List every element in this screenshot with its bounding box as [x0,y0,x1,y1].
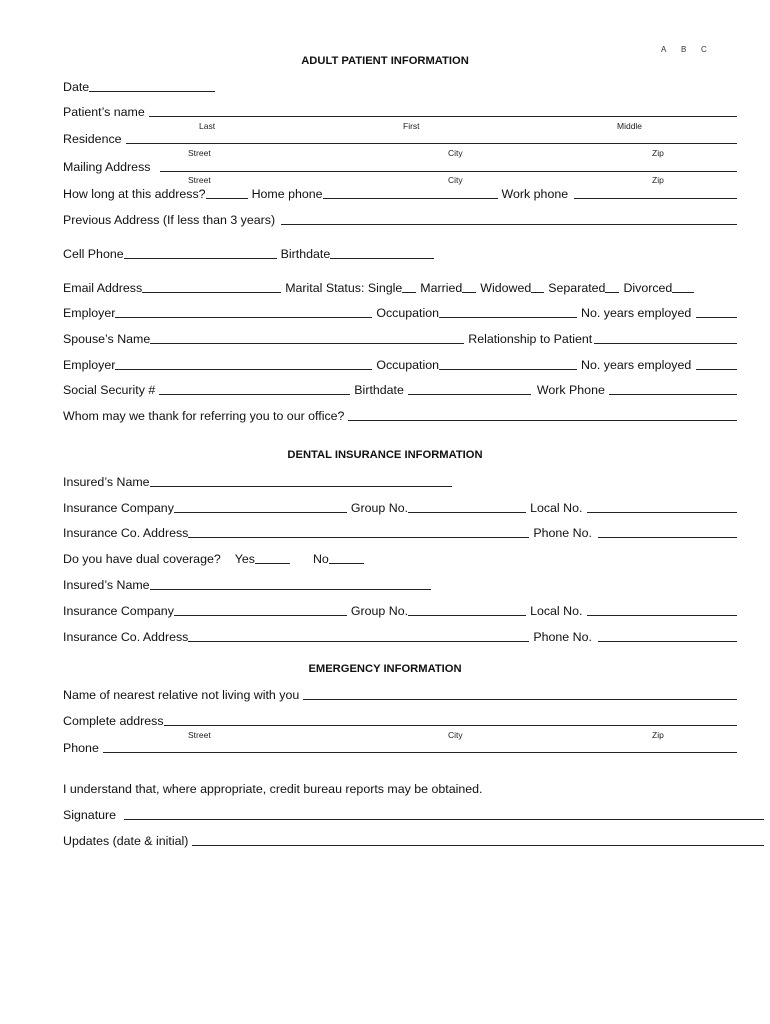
patient-section-title: ADULT PATIENT INFORMATION [301,55,469,67]
occupation-label: Occupation [376,306,440,320]
credit-notice-row [63,782,737,796]
emergency-sub-zip: Zip [652,730,664,740]
date-label: Date [63,80,90,94]
mailing-row [63,160,737,174]
local-no2-field[interactable] [587,604,737,616]
group-no-label: Group No. [350,501,409,515]
relative-label: Name of nearest relative not living with you [63,688,300,702]
insurance-phone2-label: Phone No. [533,630,592,644]
spouse-years-employed-field[interactable] [696,358,737,370]
employer-row [63,306,737,320]
previous-address-row [63,213,737,227]
spouse-row [63,332,737,346]
patient-name-label: Patient’s name [63,105,145,119]
cell-phone-field[interactable] [124,247,277,259]
insurance-company2-field[interactable] [174,604,347,616]
residence-label: Residence [63,132,122,146]
insurance-address2-row [63,630,737,644]
insurance-phone2-field[interactable] [598,630,737,642]
date-field[interactable] [89,80,215,92]
insurance-address2-field[interactable] [188,630,529,642]
sub-label-last: Last [199,121,216,131]
ssn-row [63,383,737,397]
emergency-phone-label: Phone [63,741,99,755]
occupation-field[interactable] [439,306,577,318]
spouse-years-employed-label: No. years employed [581,358,692,372]
insured-name-label: Insured’s Name [63,475,150,489]
insurance-address-field[interactable] [188,526,529,538]
local-no-label: Local No. [530,501,583,515]
birthdate-label: Birthdate [280,247,331,261]
mailing-label: Mailing Address [63,160,151,174]
relationship-label: Relationship to Patient [468,332,593,346]
mailing-sub-city: City [448,175,463,185]
email-label: Email Address [63,281,143,295]
insurance-address-label: Insurance Co. Address [63,526,189,540]
updates-row [63,834,764,848]
referral-row [63,409,737,423]
credit-notice-text: I understand that, where appropriate, credit bureau reports may be obtained. [63,782,483,796]
insurance-company-label: Insurance Company [63,501,174,515]
insurance-company-field[interactable] [174,501,347,513]
emergency-sub-street: Street [188,730,211,740]
spouse-occupation-label: Occupation [376,358,440,372]
insurance-company-row [63,501,737,515]
widowed-field[interactable] [531,281,544,293]
spouse-occupation-field[interactable] [439,358,577,370]
insurance-phone-field[interactable] [598,526,737,538]
work-phone2-field[interactable] [609,383,737,395]
married-field[interactable] [462,281,476,293]
relationship-field[interactable] [594,332,737,344]
years-employed-field[interactable] [696,306,737,318]
residence-sub-zip: Zip [652,148,664,158]
insured-row [63,475,737,489]
insured2-name-label: Insured’s Name [63,578,150,592]
referral-label: Whom may we thank for referring you to our office? [63,409,345,423]
widowed-label: Widowed [480,281,532,295]
emergency-phone-row [63,741,737,755]
referral-field[interactable] [348,409,737,421]
how-long-label: How long at this address? [63,187,206,201]
patient-name-row [63,105,737,119]
how-long-field[interactable] [206,187,248,199]
birthdate-field[interactable] [330,247,434,259]
marital-status-label: Marital Status: Single [285,281,403,295]
complete-address-field[interactable] [164,714,737,726]
spouse-employer-field[interactable] [115,358,372,370]
ssn-field[interactable] [159,383,350,395]
home-phone-field[interactable] [323,187,498,199]
dual-coverage-row [63,552,737,566]
insured2-row [63,578,737,592]
work-phone2-label: Work Phone [536,383,605,397]
divorced-field[interactable] [672,281,694,293]
spouse-employer-label: Employer [63,358,116,372]
residence-row [63,132,737,146]
group-no2-field[interactable] [408,604,526,616]
patient-name-field[interactable] [149,105,737,117]
insured-name-field[interactable] [150,475,452,487]
group-no2-label: Group No. [350,604,409,618]
dual-coverage-label: Do you have dual coverage? [63,552,221,566]
email-row [63,281,737,295]
insured2-name-field[interactable] [150,578,431,590]
corner-label-a: A [661,45,667,54]
ssn-birthdate-label: Birthdate [354,383,404,397]
updates-field[interactable] [192,834,764,846]
dental-section-title: DENTAL INSURANCE INFORMATION [287,449,483,461]
corner-label-c: C [701,45,707,54]
ssn-birthdate-field[interactable] [408,383,531,395]
residence-sub-city: City [448,148,463,158]
dual-no-label: No [312,552,329,566]
residence-field[interactable] [126,132,737,144]
local-no-field[interactable] [587,501,737,513]
work-phone-field[interactable] [574,187,737,199]
cell-row [63,247,737,261]
employer-field[interactable] [115,306,372,318]
emergency-section-title: EMERGENCY INFORMATION [308,663,462,675]
insurance-phone-label: Phone No. [533,526,592,540]
insurance-company2-row [63,604,737,618]
date-row [63,80,737,94]
spouse-employer-row [63,358,737,372]
spouse-name-label: Spouse’s Name [63,332,151,346]
previous-address-field[interactable] [281,213,737,225]
complete-address-label: Complete address [63,714,164,728]
cell-phone-label: Cell Phone [63,247,124,261]
mailing-sub-zip: Zip [652,175,664,185]
employer-label: Employer [63,306,116,320]
work-phone-label: Work phone [501,187,569,201]
email-field[interactable] [142,281,281,293]
signature-label: Signature [63,808,117,822]
previous-address-label: Previous Address (If less than 3 years) [63,213,276,227]
dual-yes-label: Yes [234,552,255,566]
separated-label: Separated [548,281,606,295]
relative-field[interactable] [303,688,737,700]
married-label: Married [420,281,463,295]
signature-row [63,808,764,822]
divorced-label: Divorced [623,281,673,295]
home-phone-label: Home phone [251,187,323,201]
emergency-sub-city: City [448,730,463,740]
separated-field[interactable] [605,281,619,293]
insurance-address-row [63,526,737,540]
sub-label-first: First [403,121,420,131]
complete-address-row [63,714,737,728]
signature-field[interactable] [124,808,764,820]
dual-yes-field[interactable] [255,552,290,564]
corner-label-b: B [681,45,687,54]
spouse-name-field[interactable] [150,332,464,344]
mailing-sub-street: Street [188,175,211,185]
sub-label-middle: Middle [617,121,643,131]
residence-sub-street: Street [188,148,211,158]
dual-no-field[interactable] [329,552,364,564]
years-employed-label: No. years employed [581,306,692,320]
ssn-label: Social Security # [63,383,156,397]
local-no2-label: Local No. [530,604,583,618]
mailing-field[interactable] [160,160,737,172]
group-no-field[interactable] [408,501,526,513]
single-field[interactable] [402,281,416,293]
updates-label: Updates (date & initial) [63,834,189,848]
insurance-address2-label: Insurance Co. Address [63,630,189,644]
emergency-phone-field[interactable] [103,741,737,753]
how-long-row [63,187,737,201]
insurance-company2-label: Insurance Company [63,604,174,618]
relative-row [63,688,737,702]
